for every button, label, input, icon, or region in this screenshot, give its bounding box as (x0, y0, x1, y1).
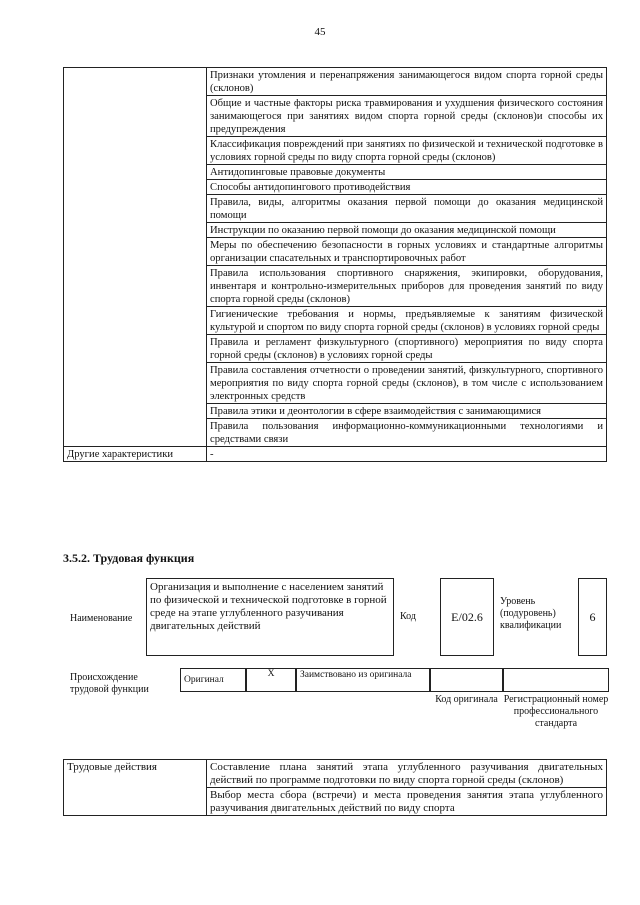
level-value-box: 6 (578, 578, 607, 656)
knowledge-item: Правила пользования информационно-коммуникационными технологиями и средствами связи (207, 419, 607, 447)
knowledge-item: Правила и регламент физкультурного (спортивного) мероприятия по виду спорта горной среды (склонов) в условиях горной среды (207, 335, 607, 363)
code-value-box: E/02.6 (440, 578, 494, 656)
labor-action-item: Выбор места сбора (встречи) и места проведения занятия этапа углубленного разучивания двигательных действий по виду спорта (207, 788, 607, 816)
knowledge-table (63, 67, 607, 462)
labor-action-item: Составление плана занятий этапа углубленного разучивания двигательных действий по программе подготовки по виду спорта горной среды (склонов) (207, 760, 607, 788)
labor-actions-table (63, 759, 607, 816)
code-label: Код (400, 611, 416, 622)
original-label-cell: Оригинал (180, 668, 246, 692)
origin-label: Происхождение трудовой функции (70, 672, 149, 695)
knowledge-item: Классификация повреждений при занятиях по физической и технической подготовке в условиях горной среды по виду спорта горной среды (склонов) (207, 137, 607, 165)
knowledge-item: Антидопинговые правовые документы (207, 165, 607, 180)
original-mark-cell: X (246, 668, 296, 692)
knowledge-item: Правила, виды, алгоритмы оказания первой помощи до оказания медицинской помощи (207, 195, 607, 223)
knowledge-label-cell (64, 68, 207, 447)
code-original-caption: Код оригинала (435, 694, 498, 705)
knowledge-item: Меры по обеспечению безопасности в горных условиях и стандартные алгоритмы организации спасательных и транспортировочных работ (207, 238, 607, 266)
section-heading: 3.5.2. Трудовая функция (63, 551, 195, 565)
registration-number-caption: Регистрационный номер профессионального стандарта (503, 694, 609, 729)
knowledge-item: Правила составления отчетности о проведении занятий, физкультурного, спортивного мероприятия по виду спорта горной среды (склонов), в том числе с использованием электронных средств (207, 363, 607, 404)
table-row (64, 447, 607, 462)
knowledge-item: Инструкции по оказанию первой помощи до оказания медицинской помощи (207, 223, 607, 238)
labor-actions-label: Трудовые действия (64, 760, 207, 816)
function-name-box: Организация и выполнение с населением занятий по физической и технической подготовке в горной среде на этапе углубленного разучивания двигательных действий (146, 578, 394, 656)
level-label: Уровень (подуровень) квалификации (500, 596, 562, 631)
table-row (64, 760, 607, 788)
other-characteristics-value: - (207, 447, 607, 462)
original-code-cell (430, 668, 503, 692)
registration-number-cell (503, 668, 609, 692)
knowledge-item: Гигиенические требования и нормы, предъявляемые к занятиям физической культурой и спортом по виду спорта горной среды (склонов) в условиях горной среды (207, 307, 607, 335)
page-number: 45 (314, 26, 326, 38)
borrowed-label-cell: Заимствовано из оригинала (296, 668, 430, 692)
knowledge-item: Правила этики и деонтологии в сфере взаимодействия с занимающимися (207, 404, 607, 419)
knowledge-item: Общие и частные факторы риска травмирования и ухудшения физического состояния занимающегося при занятиях видом спорта горной среды (склонов)и способы их предупреждения (207, 96, 607, 137)
name-label: Наименование (70, 613, 133, 624)
origin-row (180, 668, 609, 692)
knowledge-item: Признаки утомления и перенапряжения занимающегося видом спорта горной среды (склонов) (207, 68, 607, 96)
other-characteristics-label: Другие характеристики (64, 447, 207, 462)
knowledge-item: Способы антидопингового противодействия (207, 180, 607, 195)
table-row (64, 68, 607, 96)
knowledge-item: Правила использования спортивного снаряжения, экипировки, оборудования, инвентаря и контрольно-измерительных приборов для проведения занятий по виду спорта горной среды (склонов) (207, 266, 607, 307)
